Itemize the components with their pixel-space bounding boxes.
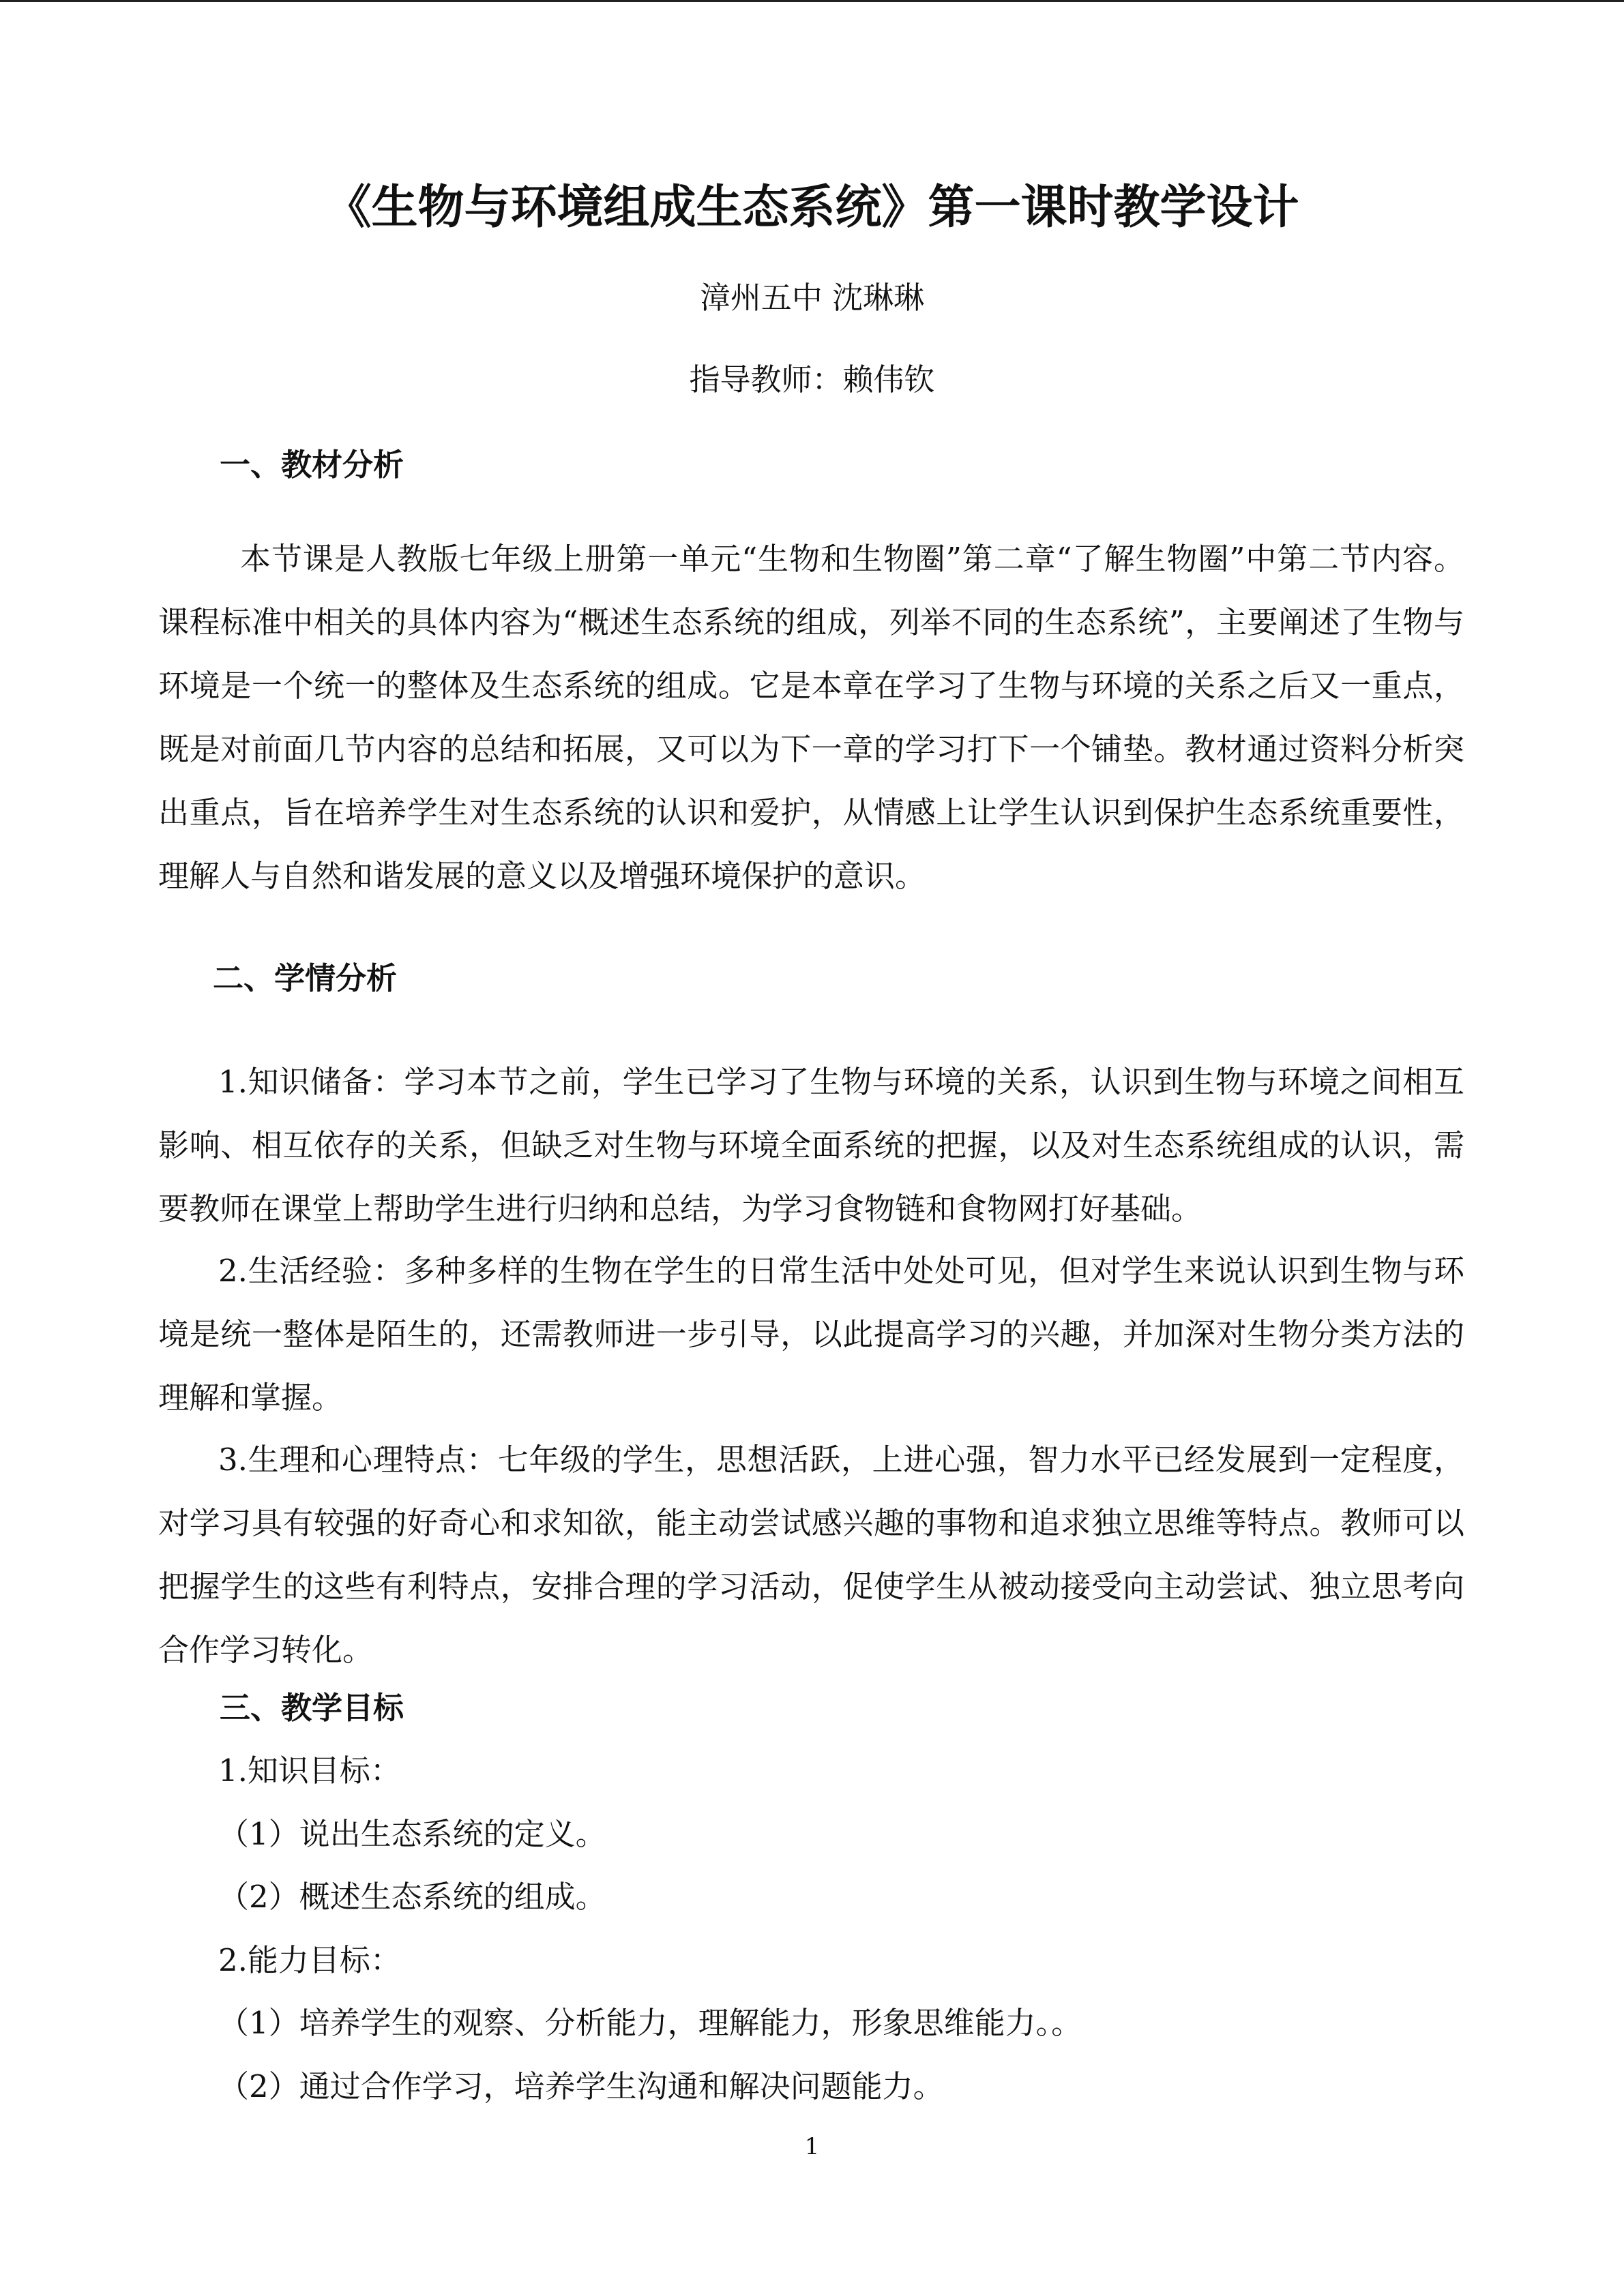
advisor-line: 指导教师：赖伟钦	[689, 361, 935, 398]
paragraph-life-experience: 2.生活经验：多种多样的生物在学生的日常生活中处处可见，但对学生来说认识到生物与环境是统一整体是陌生的，还需教师进一步引导，以此提高学习的兴趣，并加深对生物分类方法的理解和掌握。	[158, 1253, 1464, 1416]
author-line: 漳州五中 沈琳琳	[699, 280, 925, 316]
objective-item: （1）说出生态系统的定义。	[218, 1816, 606, 1852]
paragraph-characteristics: 3.生理和心理特点：七年级的学生，思想活跃，上进心强，智力水平已经发展到一定程度，对学习具有较强的好奇心和求知欲，能主动尝试感兴趣的事物和追求独立思维等特点。教师可以把握学生的这些有利特点，安排合理的学习活动，促使学生从被动接受向主动尝试、独立思考向合作学习转化。	[158, 1442, 1464, 1668]
objective-item: （2）通过合作学习，培养学生沟通和解决问题能力。	[218, 2068, 944, 2104]
section-heading-3: 三、教学目标	[220, 1690, 404, 1726]
objective-item: 2.能力目标：	[218, 1942, 401, 1978]
paragraph-textbook-analysis: 本节课是人教版七年级上册第一单元“生物和生物圈”第二章“了解生物圈”中第二节内容。课程标准中相关的具体内容为“概述生态系统的组成，列举不同的生态系统”，主要阐述了生物与环境是一个统一的整体及生态系统的组成。它是本章在学习了生物与环境的关系之后又一重点，既是对前面几节内容的总结和拓展，又可以为下一章的学习打下一个铺垫。教材通过资料分析突出重点，旨在培养学生对生态系统的认识和爱护，从情感上让学生认识到保护生态系统重要性，理解人与自然和谐发展的意义以及增强环境保护的意识。	[158, 541, 1464, 894]
page-number: 1	[804, 2133, 820, 2160]
top-border	[0, 0, 1624, 2]
objective-item: （1）培养学生的观察、分析能力，理解能力，形象思维能力。。	[218, 2005, 1082, 2041]
objective-item: （2）概述生态系统的组成。	[218, 1879, 606, 1915]
paragraph-knowledge-reserve: 1.知识储备：学习本节之前，学生已学习了生物与环境的关系，认识到生物与环境之间相互影响、相互依存的关系，但缺乏对生物与环境全面系统的把握，以及对生态系统组成的认识，需要教师在课堂上帮助学生进行归纳和总结，为学习食物链和食物网打好基础。	[158, 1064, 1464, 1227]
section-heading-2: 二、学情分析	[213, 960, 398, 996]
section-heading-1: 一、教材分析	[220, 447, 404, 483]
document-title: 《生物与环境组成生态系统》第一课时教学设计	[325, 181, 1299, 235]
objective-item: 1.知识目标：	[218, 1753, 401, 1789]
